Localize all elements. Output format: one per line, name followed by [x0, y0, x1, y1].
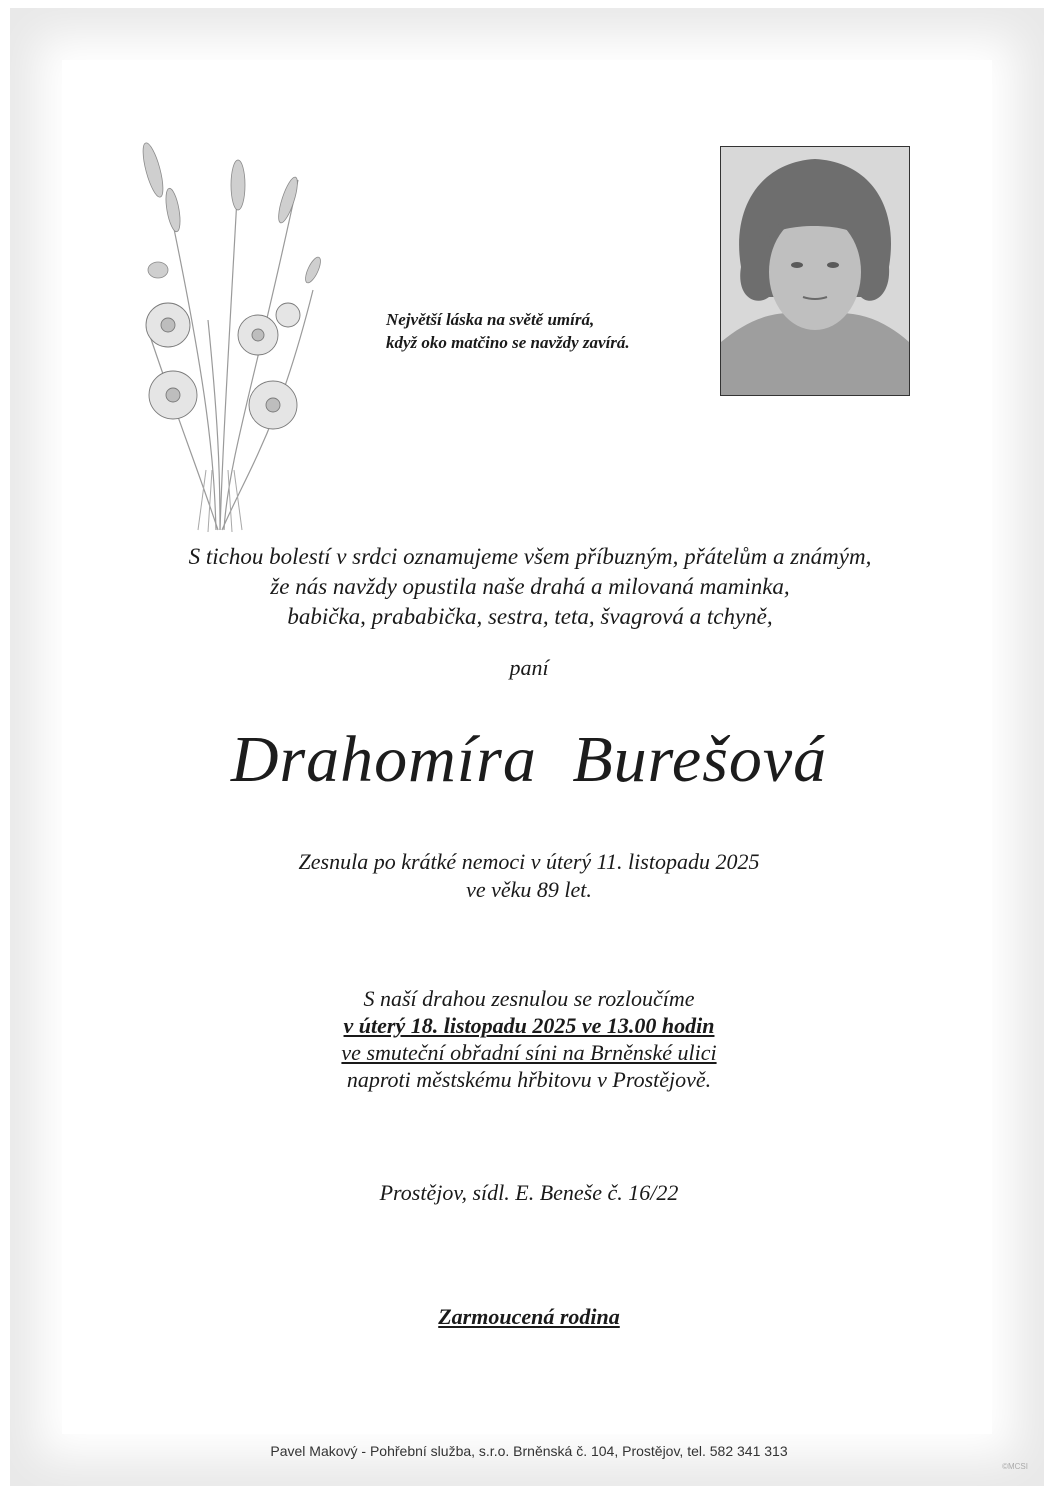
motto-quote — [386, 308, 706, 354]
farewell-place: ve smuteční obřadní síni na Brněnské ulici — [341, 1040, 717, 1065]
quote-line: když oko matčino se navždy zavírá. — [386, 333, 630, 352]
death-details — [0, 848, 1058, 904]
intro-line: že nás navždy opustila naše drahá a milovaná maminka, — [270, 574, 790, 599]
salutation: paní — [509, 655, 549, 680]
death-line: Zesnula po krátké nemoci v úterý 11. listopadu 2025 — [298, 849, 760, 874]
watermark: ©MCSI — [1002, 1462, 1028, 1471]
farewell-line: naproti městskému hřbitovu v Prostějově. — [346, 1067, 712, 1092]
farewell-line: S naší drahou zesnulou se rozloučíme — [363, 986, 695, 1011]
announcement-text — [100, 542, 960, 632]
intro-line: S tichou bolestí v srdci oznamujeme všem příbuzným, přátelům a známým, — [188, 544, 872, 569]
quote-line: Největší láska na světě umírá, — [386, 310, 595, 329]
signature: Zarmoucená rodina — [438, 1304, 620, 1329]
family-address: Prostějov, sídl. E. Beneše č. 16/22 — [379, 1180, 679, 1205]
farewell-details — [0, 985, 1058, 1093]
death-line: ve věku 89 let. — [466, 877, 592, 902]
intro-line: babička, prababička, sestra, teta, švagrová a tchyně, — [287, 604, 773, 629]
flower-bouquet-icon — [128, 140, 328, 535]
deceased-name: Drahomíra Burešová — [230, 723, 828, 796]
footer-funeral-service: Pavel Makový - Pohřební služba, s.r.o. Brněnská č. 104, Prostějov, tel. 582 341 313 — [270, 1443, 788, 1459]
farewell-date: v úterý 18. listopadu 2025 ve 13.00 hodin — [343, 1013, 715, 1038]
portrait-photo — [720, 146, 910, 396]
